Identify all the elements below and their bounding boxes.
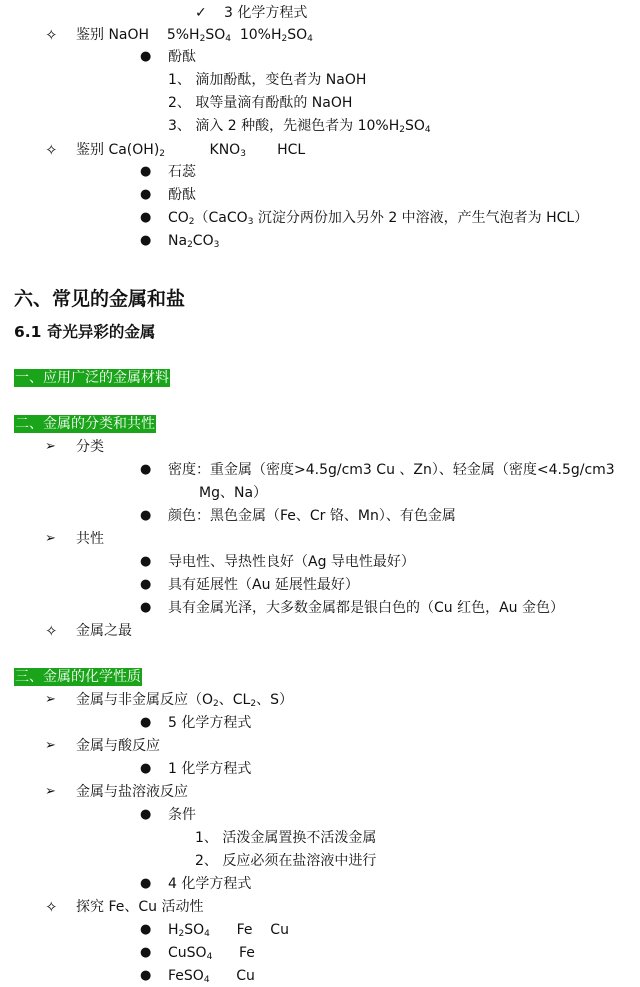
list-item (0, 804, 640, 826)
dot-bullet-icon: ● (140, 807, 152, 822)
diamond-bullet-icon: ✧ (45, 141, 58, 159)
line-text: 石蕊 (168, 164, 196, 180)
dot-bullet-icon: ● (140, 715, 152, 730)
line-text: 具有金属光泽，大多数金属都是银白色的（Cu 红色，Au 金色） (168, 600, 564, 616)
line-text: 酚酞 (168, 49, 196, 65)
line-text: 6.1 奇光异彩的金属 (14, 323, 156, 341)
dot-bullet-icon: ● (140, 187, 152, 202)
line-text: 酚酞 (168, 187, 196, 203)
list-item (0, 574, 640, 596)
line-text: 5 化学方程式 (168, 715, 252, 731)
checkmark-icon: ✓ (195, 5, 207, 21)
line-text: 具有延展性（Au 延展性最好） (168, 577, 359, 593)
list-item (0, 92, 640, 114)
line-text: 鉴别 NaOH $5\%H_2SO_4$ $10\%H_2SO_4$ (76, 27, 313, 44)
list-item (0, 712, 640, 734)
dot-bullet-icon: ● (140, 210, 152, 225)
list-item (0, 139, 640, 161)
line-text: 金属之最 (76, 623, 132, 639)
list-item (0, 115, 640, 137)
line-text: 2、 反应必须在盐溶液中进行 (195, 853, 377, 869)
line-text: $CO_2(CaCO_3$ 沉淀分两份加入另外 2 中溶液，产生气泡者为 HCL） (168, 210, 589, 227)
line-text: FeSO$_4$ Cu (168, 968, 255, 985)
line-text: 共性 (76, 531, 104, 547)
line-text: 鉴别 $Ca(OH)_2$ $KNO_3$ HCL (76, 142, 306, 159)
dot-bullet-icon: ● (140, 233, 152, 248)
arrow-bullet-icon: ➢ (45, 692, 56, 707)
line-text: 六、常见的金属和盐 (14, 288, 186, 310)
line-text: 导电性、导热性良好（Ag 导电性最好） (168, 554, 415, 570)
list-item (0, 781, 640, 803)
dot-bullet-icon: ● (140, 49, 152, 64)
arrow-bullet-icon: ➢ (45, 784, 56, 799)
list-item (0, 758, 640, 780)
dot-bullet-icon: ● (140, 164, 152, 179)
list-item (0, 873, 640, 895)
diamond-bullet-icon: ✧ (45, 898, 58, 916)
line-text: Mg、Na） (199, 485, 268, 501)
line-text: 1、 滴加酚酞，变色者为 NaOH (168, 72, 367, 88)
list-item (0, 24, 640, 46)
arrow-bullet-icon: ➢ (45, 531, 56, 546)
arrow-bullet-icon: ➢ (45, 738, 56, 753)
dot-bullet-icon: ● (140, 554, 152, 569)
list-item (0, 436, 640, 458)
line-text: $Na_2CO_3$ (168, 233, 220, 250)
highlighted-heading (0, 367, 640, 389)
line-text: 4 化学方程式 (168, 876, 252, 892)
line-text: 3、 滴入 2 种酸，先褪色者为 $10\%H_2SO_4$ (168, 118, 431, 135)
list-item (0, 230, 640, 252)
list-item (0, 551, 640, 573)
list-item (0, 505, 640, 527)
list-item (0, 459, 640, 481)
line-text: 金属与非金属反应（$O_2$、$CL_2$、S） (76, 692, 293, 709)
line-text: 金属与盐溶液反应 (76, 784, 188, 800)
line-text: 三、金属的化学性质 (15, 669, 141, 685)
list-item (0, 69, 640, 91)
highlighted-heading (0, 413, 640, 435)
dot-bullet-icon: ● (140, 876, 152, 891)
line-text: 金属与酸反应 (76, 738, 160, 754)
line-text: 1 化学方程式 (168, 761, 252, 777)
line-text: 1、 活泼金属置换不活泼金属 (195, 830, 377, 846)
list-item (0, 735, 640, 757)
list-item (0, 827, 640, 849)
dot-bullet-icon: ● (140, 922, 152, 937)
dot-bullet-icon: ● (140, 462, 152, 477)
list-item (0, 161, 640, 183)
subsection-heading (0, 319, 640, 345)
dot-bullet-icon: ● (140, 945, 152, 960)
dot-bullet-icon: ● (140, 577, 152, 592)
list-item (0, 689, 640, 711)
dot-bullet-icon: ● (140, 761, 152, 776)
line-text: 二、金属的分类和共性 (15, 416, 155, 432)
list-item (0, 2, 640, 24)
dot-bullet-icon: ● (140, 968, 152, 983)
list-item (0, 46, 640, 68)
list-item (0, 597, 640, 619)
line-text: 一、应用广泛的金属材料 (15, 370, 169, 386)
line-text: 条件 (168, 807, 196, 823)
list-item (0, 184, 640, 206)
highlighted-heading (0, 666, 640, 688)
list-item (0, 965, 640, 987)
line-text: 密度：重金属（密度>4.5g/cm3 Cu 、Zn）、轻金属（密度<4.5g/cm3 (168, 462, 615, 478)
line-text: 探究 Fe、Cu 活动性 (76, 899, 204, 915)
diamond-bullet-icon: ✧ (45, 26, 58, 44)
list-item (0, 942, 640, 964)
list-item (0, 207, 640, 229)
line-text: 颜色：黑色金属（Fe、Cr 铬、Mn）、有色金属 (168, 508, 456, 524)
arrow-bullet-icon: ➢ (45, 439, 56, 454)
list-item (0, 528, 640, 550)
line-text: $H_2SO_4$ Fe Cu (168, 922, 289, 939)
line-text: CuSO$_4$ Fe (168, 945, 255, 962)
list-item (0, 620, 640, 642)
diamond-bullet-icon: ✧ (45, 622, 58, 640)
list-item (0, 919, 640, 941)
list-item (0, 896, 640, 918)
line-text: 2、 取等量滴有酚酞的 NaOH (168, 95, 353, 111)
line-text: 3 化学方程式 (224, 5, 308, 21)
line-text: 分类 (76, 439, 104, 455)
dot-bullet-icon: ● (140, 600, 152, 615)
section-heading (0, 284, 640, 314)
list-item (0, 850, 640, 872)
dot-bullet-icon: ● (140, 508, 152, 523)
list-item (0, 482, 640, 504)
